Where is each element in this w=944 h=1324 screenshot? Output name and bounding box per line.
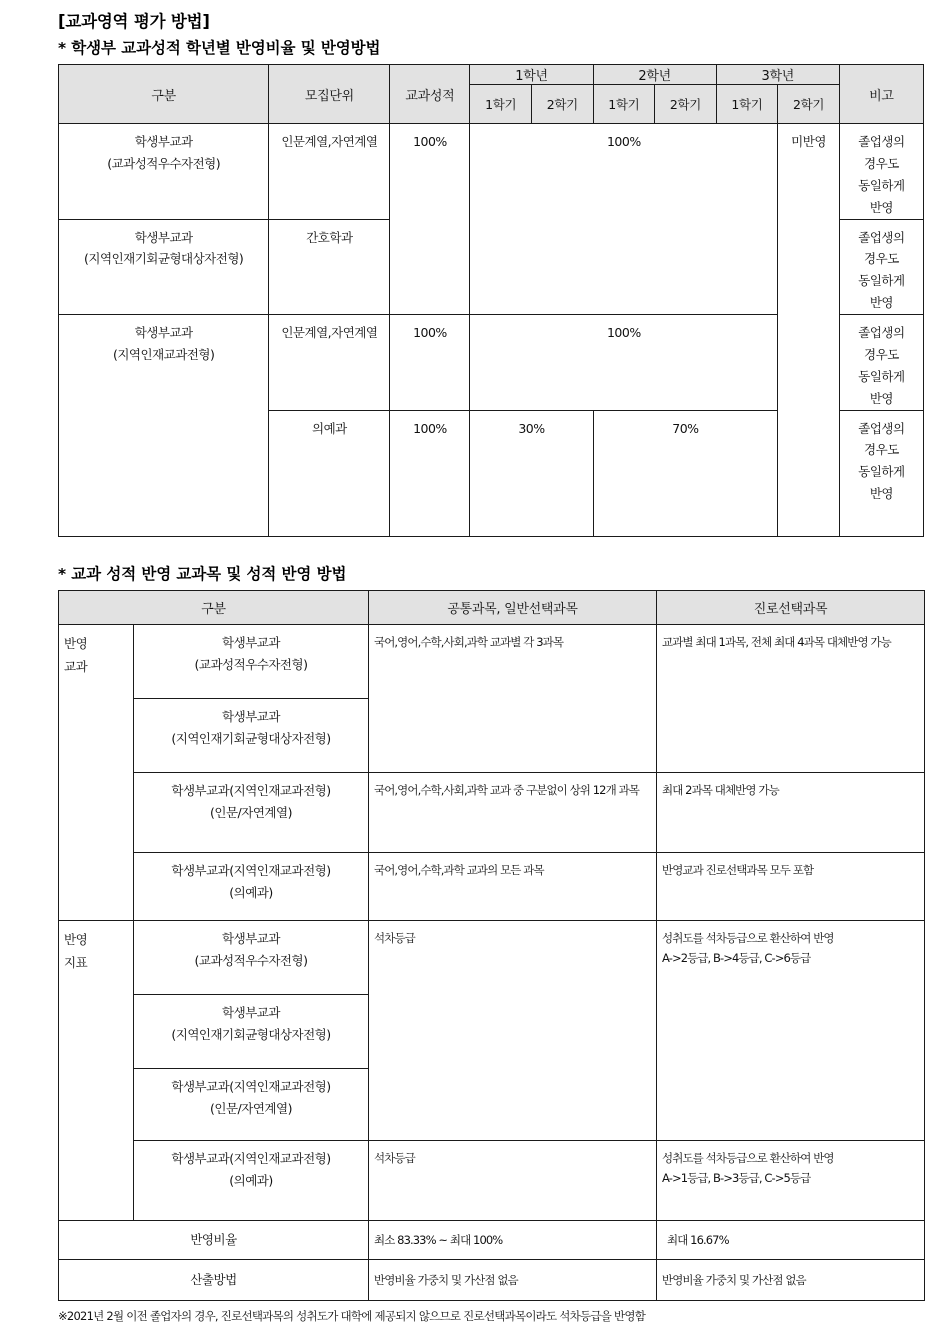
cell-career-subjects: 교과별 최대 1과목, 전체 최대 4과목 대체반영 가능 xyxy=(657,624,925,772)
table2-header-row xyxy=(59,590,925,624)
cell-program-name xyxy=(134,994,369,1068)
document-title: [교과영역 평가 방법] xyxy=(58,12,210,31)
th-g2-sem2: 2학기 xyxy=(655,85,717,124)
th-grade-3: 3학년 xyxy=(716,65,839,85)
remark-line-1: 졸업생의 xyxy=(858,420,905,436)
th2-career-subjects: 진로선택과목 xyxy=(657,590,925,624)
gubun-line-2: (지역인재기회균형대상자전형) xyxy=(84,251,244,267)
career-index-line-2: A->1등급, B->3등급, C->5등급 xyxy=(662,1170,811,1185)
cell-score-3: 100% xyxy=(390,315,470,411)
remark-line-1: 졸업생의 xyxy=(858,134,905,149)
remark-line-2: 경우도 xyxy=(864,442,899,458)
th-g3-sem2: 2학기 xyxy=(778,85,840,124)
cell-program-name xyxy=(134,852,369,920)
cell-method-career: 반영비율 가중치 및 가산점 없음 xyxy=(657,1259,925,1300)
table-row xyxy=(59,624,925,698)
remark-line-3: 동일하게 xyxy=(858,273,905,289)
table-footnote: ※2021년 2월 이전 졸업자의 경우, 진로선택과목의 성취도가 대학에 제공되지 않으므로 진로선택과목이라도 석차등급을 반영함 xyxy=(58,1308,646,1323)
remark-line-1: 졸업생의 xyxy=(858,325,905,340)
cell-program-name xyxy=(134,772,369,852)
program-line-1: 학생부교과(지역인재교과전형) xyxy=(171,782,331,798)
gubun-line-2: (교과성적우수자전형) xyxy=(107,155,221,171)
program-line-2: (의예과) xyxy=(229,884,273,900)
program-line-2: (인문/자연계열) xyxy=(210,1100,292,1116)
cell-common-subjects: 국어,영어,수학,과학 교과의 모든 과목 xyxy=(369,852,657,920)
remark-line-4: 반영 xyxy=(869,295,893,311)
gubun-line-1: 학생부교과 xyxy=(134,325,193,340)
cell-career-index xyxy=(657,920,925,1140)
th-subject-score: 교과성적 xyxy=(390,65,470,124)
cell-career-index xyxy=(657,1140,925,1220)
career-index-line-2: A->2등급, B->4등급, C->6등급 xyxy=(662,950,811,965)
th-grade-2: 2학년 xyxy=(593,65,716,85)
cell-common-subjects: 국어,영어,수학,사회,과학 교과별 각 3과목 xyxy=(369,624,657,772)
cell-ratio-4-first: 30% xyxy=(470,410,593,536)
table-row xyxy=(59,1140,925,1220)
program-line-1: 학생부교과(지역인재교과전형) xyxy=(171,1078,331,1094)
remark-line-2: 경우도 xyxy=(864,346,899,362)
cell-ratio-4-second: 70% xyxy=(593,410,778,536)
cell-gubun-1 xyxy=(59,124,269,220)
program-line-2: (교과성적우수자전형) xyxy=(194,656,308,672)
gubun-line-2: (지역인재교과전형) xyxy=(112,346,215,362)
cell-remark-3 xyxy=(839,315,923,411)
cell-no-reflect: 미반영 xyxy=(778,124,840,537)
cell-method-common: 반영비율 가중치 및 가산점 없음 xyxy=(369,1259,657,1300)
cell-career-subjects: 반영교과 진로선택과목 모두 포함 xyxy=(657,852,925,920)
cell-ratio-1: 100% xyxy=(470,124,778,315)
th-g2-sem1: 1학기 xyxy=(593,85,655,124)
program-line-1: 학생부교과 xyxy=(222,930,280,946)
cell-ratio-label: 반영비율 xyxy=(59,1220,369,1259)
th-gubun: 구분 xyxy=(59,65,269,124)
remark-line-2: 경우도 xyxy=(864,155,899,171)
cell-unit-1: 인문계열,자연계열 xyxy=(269,124,390,220)
career-index-line-1: 성취도를 석차등급으로 환산하여 반영 xyxy=(662,1150,834,1165)
table-row xyxy=(59,124,924,220)
program-line-1: 학생부교과 xyxy=(222,634,280,650)
program-line-1: 학생부교과(지역인재교과전형) xyxy=(171,862,331,878)
th-grade-1: 1학년 xyxy=(470,65,593,85)
cell-career-subjects: 최대 2과목 대체반영 가능 xyxy=(657,772,925,852)
cell-score-4: 100% xyxy=(390,410,470,536)
cell-program-name xyxy=(134,698,369,772)
gubun-line-1: 학생부교과 xyxy=(134,229,193,245)
th-recruit-unit: 모집단위 xyxy=(269,65,390,124)
cell-unit-3: 인문계열,자연계열 xyxy=(269,315,390,411)
group-label-line-1: 반영 xyxy=(64,635,88,651)
cell-gubun-2 xyxy=(59,219,269,315)
remark-line-1: 졸업생의 xyxy=(858,229,905,245)
section-1-heading: * 학생부 교과성적 학년별 반영비율 및 반영방법 xyxy=(58,38,381,57)
table-row xyxy=(59,920,925,994)
th-g1-sem2: 2학기 xyxy=(532,85,594,124)
cell-gubun-3 xyxy=(59,315,269,537)
cell-ratio-3: 100% xyxy=(470,315,778,411)
cell-ratio-career: 최대 16.67% xyxy=(657,1220,925,1259)
cell-ratio-common: 최소 83.33% ~ 최대 100% xyxy=(369,1220,657,1259)
th2-common-subjects: 공통과목, 일반선택과목 xyxy=(369,590,657,624)
cell-remark-1 xyxy=(839,124,923,220)
th-g3-sem1: 1학기 xyxy=(716,85,778,124)
cell-method-label: 산출방법 xyxy=(59,1259,369,1300)
th2-gubun: 구분 xyxy=(59,590,369,624)
remark-line-4: 반영 xyxy=(869,486,893,502)
program-line-2: (의예과) xyxy=(229,1172,273,1188)
cell-unit-4: 의예과 xyxy=(269,410,390,536)
table1-header-row-1 xyxy=(59,65,924,85)
table-row xyxy=(59,1220,925,1259)
gubun-line-1: 학생부교과 xyxy=(134,134,193,149)
career-index-line-1: 성취도를 석차등급으로 환산하여 반영 xyxy=(662,930,834,945)
table-row xyxy=(59,1259,925,1300)
grade-reflection-ratio-table xyxy=(58,64,924,537)
program-line-1: 학생부교과 xyxy=(222,708,280,724)
remark-line-3: 동일하게 xyxy=(858,464,905,480)
cell-group-label-reflect-subject xyxy=(59,624,134,920)
cell-program-name xyxy=(134,624,369,698)
program-line-1: 학생부교과 xyxy=(222,1004,280,1020)
cell-program-name xyxy=(134,1140,369,1220)
remark-line-3: 동일하게 xyxy=(858,368,905,384)
group-label-line-1: 반영 xyxy=(64,931,88,947)
th-remark: 비고 xyxy=(839,65,923,124)
cell-remark-4 xyxy=(839,410,923,536)
remark-line-4: 반영 xyxy=(869,390,893,406)
remark-line-3: 동일하게 xyxy=(858,177,905,193)
cell-unit-2: 간호학과 xyxy=(269,219,390,315)
cell-group-label-reflect-index xyxy=(59,920,134,1220)
cell-common-subjects: 국어,영어,수학,사회,과학 교과 중 구분없이 상위 12개 과목 xyxy=(369,772,657,852)
section-2-heading: * 교과 성적 반영 교과목 및 성적 반영 방법 xyxy=(58,564,347,583)
table-row xyxy=(59,772,925,852)
cell-program-name xyxy=(134,920,369,994)
group-label-line-2: 지표 xyxy=(64,954,88,970)
cell-score-1: 100% xyxy=(390,124,470,315)
remark-line-4: 반영 xyxy=(869,199,893,215)
cell-common-index: 석차등급 xyxy=(369,1140,657,1220)
table-row xyxy=(59,852,925,920)
cell-program-name xyxy=(134,1068,369,1140)
remark-line-2: 경우도 xyxy=(864,251,899,267)
cell-remark-2 xyxy=(839,219,923,315)
cell-common-index: 석차등급 xyxy=(369,920,657,1140)
group-label-line-2: 교과 xyxy=(64,658,88,674)
program-line-2: (지역인재기회균형대상자전형) xyxy=(171,1026,331,1042)
program-line-2: (교과성적우수자전형) xyxy=(194,952,308,968)
program-line-1: 학생부교과(지역인재교과전형) xyxy=(171,1150,331,1166)
th-g1-sem1: 1학기 xyxy=(470,85,532,124)
program-line-2: (지역인재기회균형대상자전형) xyxy=(171,730,331,746)
subject-reflection-method-table xyxy=(58,590,925,1301)
program-line-2: (인문/자연계열) xyxy=(210,804,292,820)
